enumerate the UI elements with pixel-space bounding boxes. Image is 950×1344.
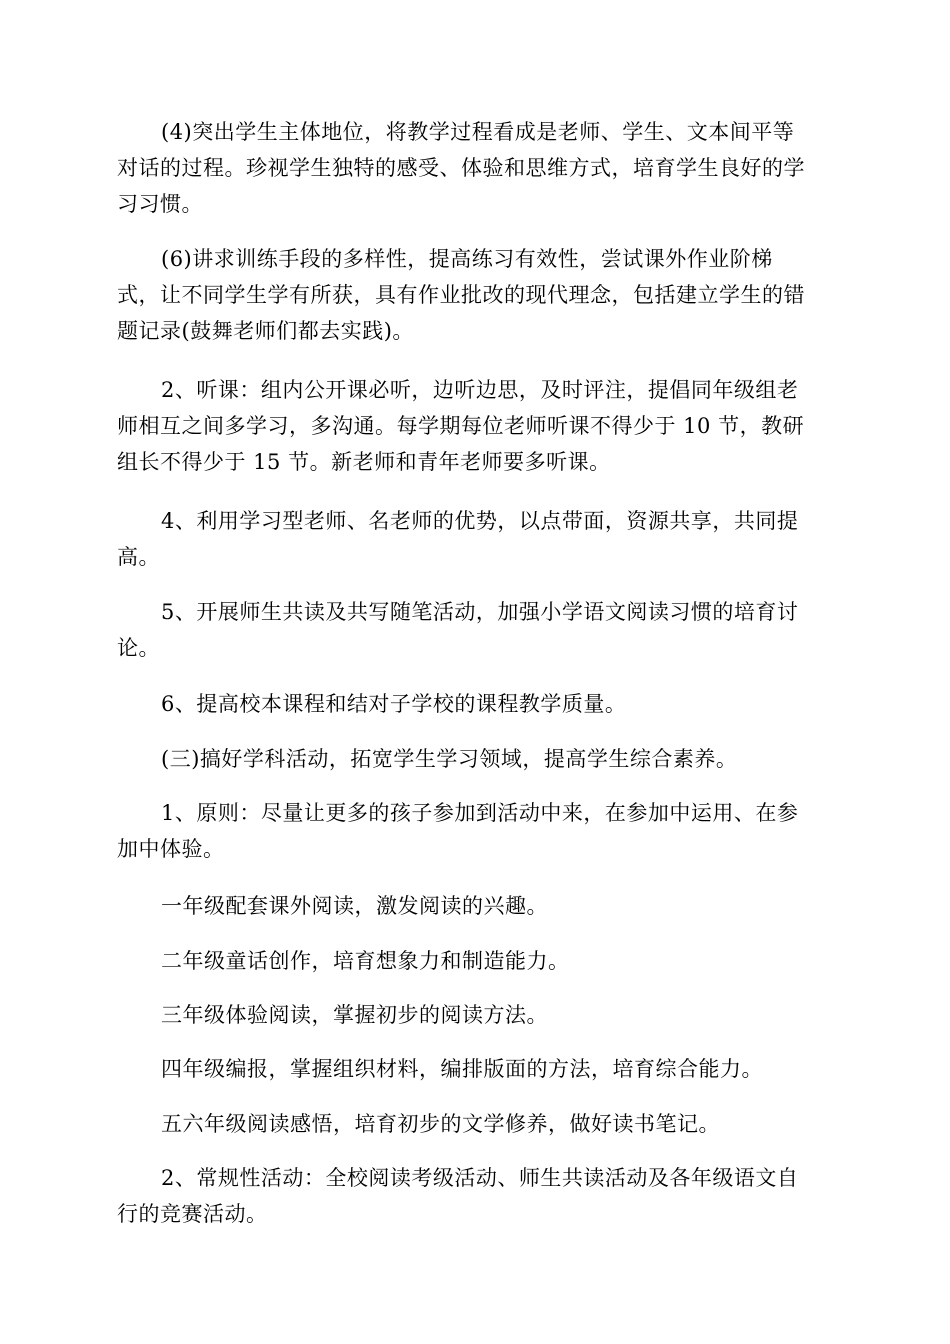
text-line: (4)突出学生主体地位，将教学过程看成是老师、学生、文本间平等 [161,120,795,144]
text-line: 四年级编报，掌握组织材料，编排版面的方法，培育综合能力。 [161,1057,763,1081]
paragraph-grade-two [117,943,833,979]
paragraph-routine-activities [117,1160,833,1232]
text-line: 师相互之间多学习，多沟通。每学期每位老师听课不得少于 10 节，教研 [117,414,805,438]
paragraph-grade-three [117,997,833,1033]
text-line: 式，让不同学生学有所获，具有作业批改的现代理念，包括建立学生的错 [117,283,805,307]
paragraph-grade-five-six [117,1106,833,1142]
text-line: 加中体验。 [117,837,225,861]
text-line: 行的竞赛活动。 [117,1202,268,1226]
text-line: 1、原则：尽量让更多的孩子参加到活动中来，在参加中运用、在参 [161,801,799,825]
paragraph-course-quality [117,686,833,722]
text-line: 2、听课：组内公开课必听，边听边思，及时评注，提倡同年级组老 [161,378,799,402]
paragraph-listen-class [117,372,833,480]
text-line: 4、利用学习型老师、名老师的优势，以点带面，资源共享，共同提 [161,509,799,533]
text-line: 三年级体验阅读，掌握初步的阅读方法。 [161,1003,548,1027]
paragraph-shared-reading [117,594,833,666]
text-line: 论。 [117,636,160,660]
text-line: 6、提高校本课程和结对子学校的课程教学质量。 [161,692,627,716]
text-line: 一年级配套课外阅读，激发阅读的兴趣。 [161,894,548,918]
text-line: 高。 [117,545,160,569]
text-line: (三)搞好学科活动，拓宽学生学习领域，提高学生综合素养。 [161,747,738,771]
paragraph-item-6 [117,241,833,349]
paragraph-grade-four [117,1051,833,1087]
text-line: 组长不得少于 15 节。新老师和青年老师要多听课。 [117,450,611,474]
paragraph-principle [117,795,833,867]
text-line: 习习惯。 [117,192,203,216]
paragraph-item-4 [117,114,833,222]
paragraph-teacher-advantage [117,503,833,575]
paragraph-section-three [117,741,833,777]
paragraph-grade-one [117,888,833,924]
text-line: 5、开展师生共读及共写随笔活动，加强小学语文阅读习惯的培育讨 [161,600,799,624]
text-line: (6)讲求训练手段的多样性，提高练习有效性，尝试课外作业阶梯 [161,247,773,271]
text-line: 题记录(鼓舞老师们都去实践)。 [117,319,414,343]
text-line: 二年级童话创作，培育想象力和制造能力。 [161,949,570,973]
text-line: 对话的过程。珍视学生独特的感受、体验和思维方式，培育学生良好的学 [117,156,805,180]
text-line: 五六年级阅读感悟，培育初步的文学修养，做好读书笔记。 [161,1112,720,1136]
text-line: 2、常规性活动：全校阅读考级活动、师生共读活动及各年级语文自 [161,1166,799,1190]
